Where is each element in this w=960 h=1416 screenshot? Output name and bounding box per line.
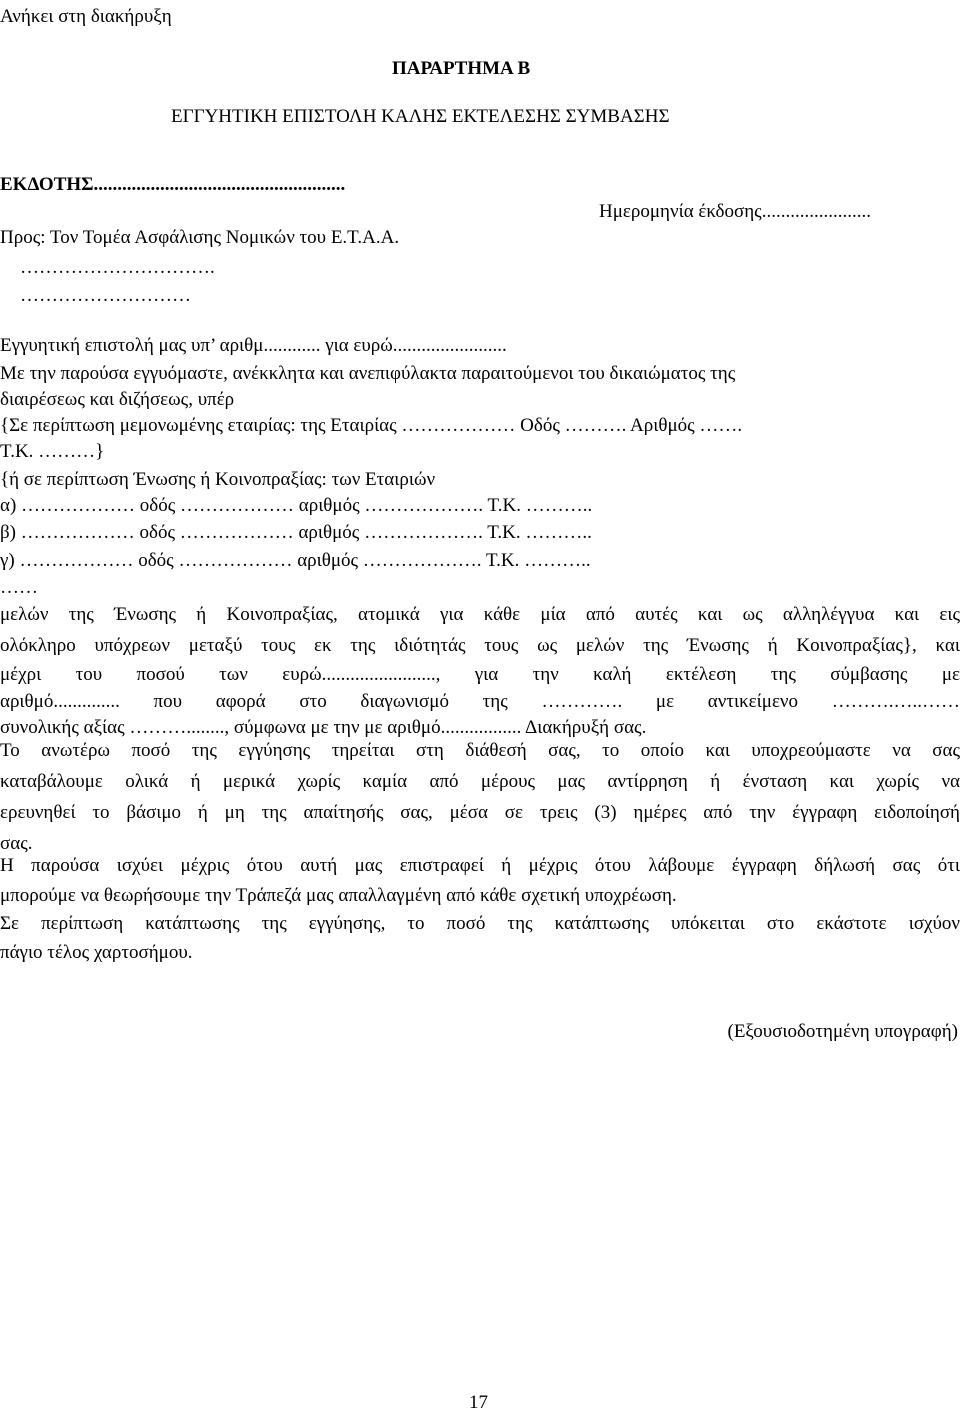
members-line-3: μέχρι του ποσού των ευρώ........................, για την καλή εκτέλεση της σύμβασης με bbox=[0, 664, 960, 685]
amount-line-2: καταβάλουμε ολικά ή μερικά χωρίς καμία από μέρους μας αντίρρηση ή ένσταση και χωρίς να bbox=[0, 771, 960, 792]
members-line-4: αριθμό.............. που αφορά στο διαγωνισμό της …………. με αντικείμενο ……….…..…… bbox=[0, 691, 960, 712]
members-line-1: μελών της Ένωσης ή Κοινοπραξίας, ατομικά για κάθε μία από αυτές και ως αλληλέγγυα και εις bbox=[0, 604, 960, 625]
members-paragraph bbox=[0, 602, 960, 741]
validity-paragraph bbox=[0, 853, 960, 909]
page-number: 17 bbox=[469, 1392, 488, 1413]
validity-line-1: Η παρούσα ισχύει μέχρις ότου αυτή μας επιστραφεί ή μέχρις ότου λάβουμε έγγραφη δήλωσή σας ότι bbox=[0, 855, 960, 876]
amount-line-3: ερευνηθεί το βάσιμο ή μη της απαίτησής σας, μέσα σε τρεις (3) ημέρες από την έγγραφη ειδοποίησή bbox=[0, 802, 960, 823]
company-line: {Σε περίπτωση μεμονωμένης εταιρίας: της Εταιρίας ……………… Οδός ………. Αριθμός ……. bbox=[0, 415, 743, 436]
forfeit-line-2: πάγιο τέλος χαρτοσήμου. bbox=[0, 942, 193, 963]
intro-line-1: Με την παρούσα εγγυόμαστε, ανέκκλητα και ανεπιφύλακτα παραιτούμενοι του δικαιώματος της bbox=[0, 363, 736, 384]
issuer-label: ΕΚΔΟΤΗΣ..................................................... bbox=[0, 174, 346, 195]
recipient-blank-2: ……………………… bbox=[20, 285, 191, 306]
guarantee-reference: Εγγυητική επιστολή μας υπ’ αριθμ............ για ευρώ........................ bbox=[0, 335, 507, 356]
top-note: Ανήκει στη διακήρυξη bbox=[0, 6, 172, 27]
members-line-2: ολόκληρο υπόχρεων μεταξύ τους εκ της ιδιότητάς τους ως μελών της Ένωσης ή Κοινοπραξίας}, και bbox=[0, 635, 960, 656]
member-a: α) ……………… οδός ……………… αριθμός ………………. Τ.Κ. ……….. bbox=[0, 495, 593, 516]
recipient: Προς: Τον Τομέα Ασφάλισης Νομικών του Ε.Τ.Α.Α. bbox=[0, 227, 400, 248]
issue-date: Ημερομηνία έκδοσης....................... bbox=[599, 201, 871, 222]
amount-line-1: Το ανωτέρω ποσό της εγγύησης τηρείται στη διάθεσή σας, το οποίο και υποχρεούμαστε να σας bbox=[0, 740, 960, 761]
dots-line: …… bbox=[0, 577, 38, 598]
member-c: γ) ……………… οδός ……………… αριθμός ………………. Τ.Κ. ……….. bbox=[0, 550, 591, 571]
intro-line-2: διαιρέσεως και διζήσεως, υπέρ bbox=[0, 389, 235, 410]
forfeit-line-1: Σε περίπτωση κατάπτωσης της εγγύησης, το ποσό της κατάπτωσης υπόκειται στο εκάστοτε ισχύον bbox=[0, 913, 960, 934]
member-b: β) ……………… οδός ……………… αριθμός ………………. Τ.Κ. ……….. bbox=[0, 522, 592, 543]
union-line: {ή σε περίπτωση Ένωσης ή Κοινοπραξίας: των Εταιριών bbox=[0, 469, 436, 490]
members-line-5: συνολικής αξίας ………........, σύμφωνα με την με αριθμό................. Διακήρυξή σας. bbox=[0, 717, 647, 738]
validity-line-2: μπορούμε να θεωρήσουμε την Τράπεζά μας απαλλαγμένη από κάθε σχετική υποχρέωση. bbox=[0, 885, 677, 906]
forfeit-paragraph bbox=[0, 911, 960, 966]
authorized-signature: (Εξουσιοδοτημένη υπογραφή) bbox=[727, 1021, 958, 1042]
annex-title: ΠΑΡΑΡΤΗΜΑ Β bbox=[392, 58, 531, 79]
postal-code-line: Τ.Κ. ………} bbox=[0, 441, 105, 462]
amount-paragraph bbox=[0, 738, 960, 857]
recipient-blank-1: …………………………. bbox=[20, 257, 215, 278]
amount-line-4: σας. bbox=[0, 833, 33, 854]
document-subtitle: ΕΓΓΥΗΤΙΚΗ ΕΠΙΣΤΟΛΗ ΚΑΛΗΣ ΕΚΤΕΛΕΣΗΣ ΣΥΜΒΑΣΗΣ bbox=[171, 106, 670, 127]
